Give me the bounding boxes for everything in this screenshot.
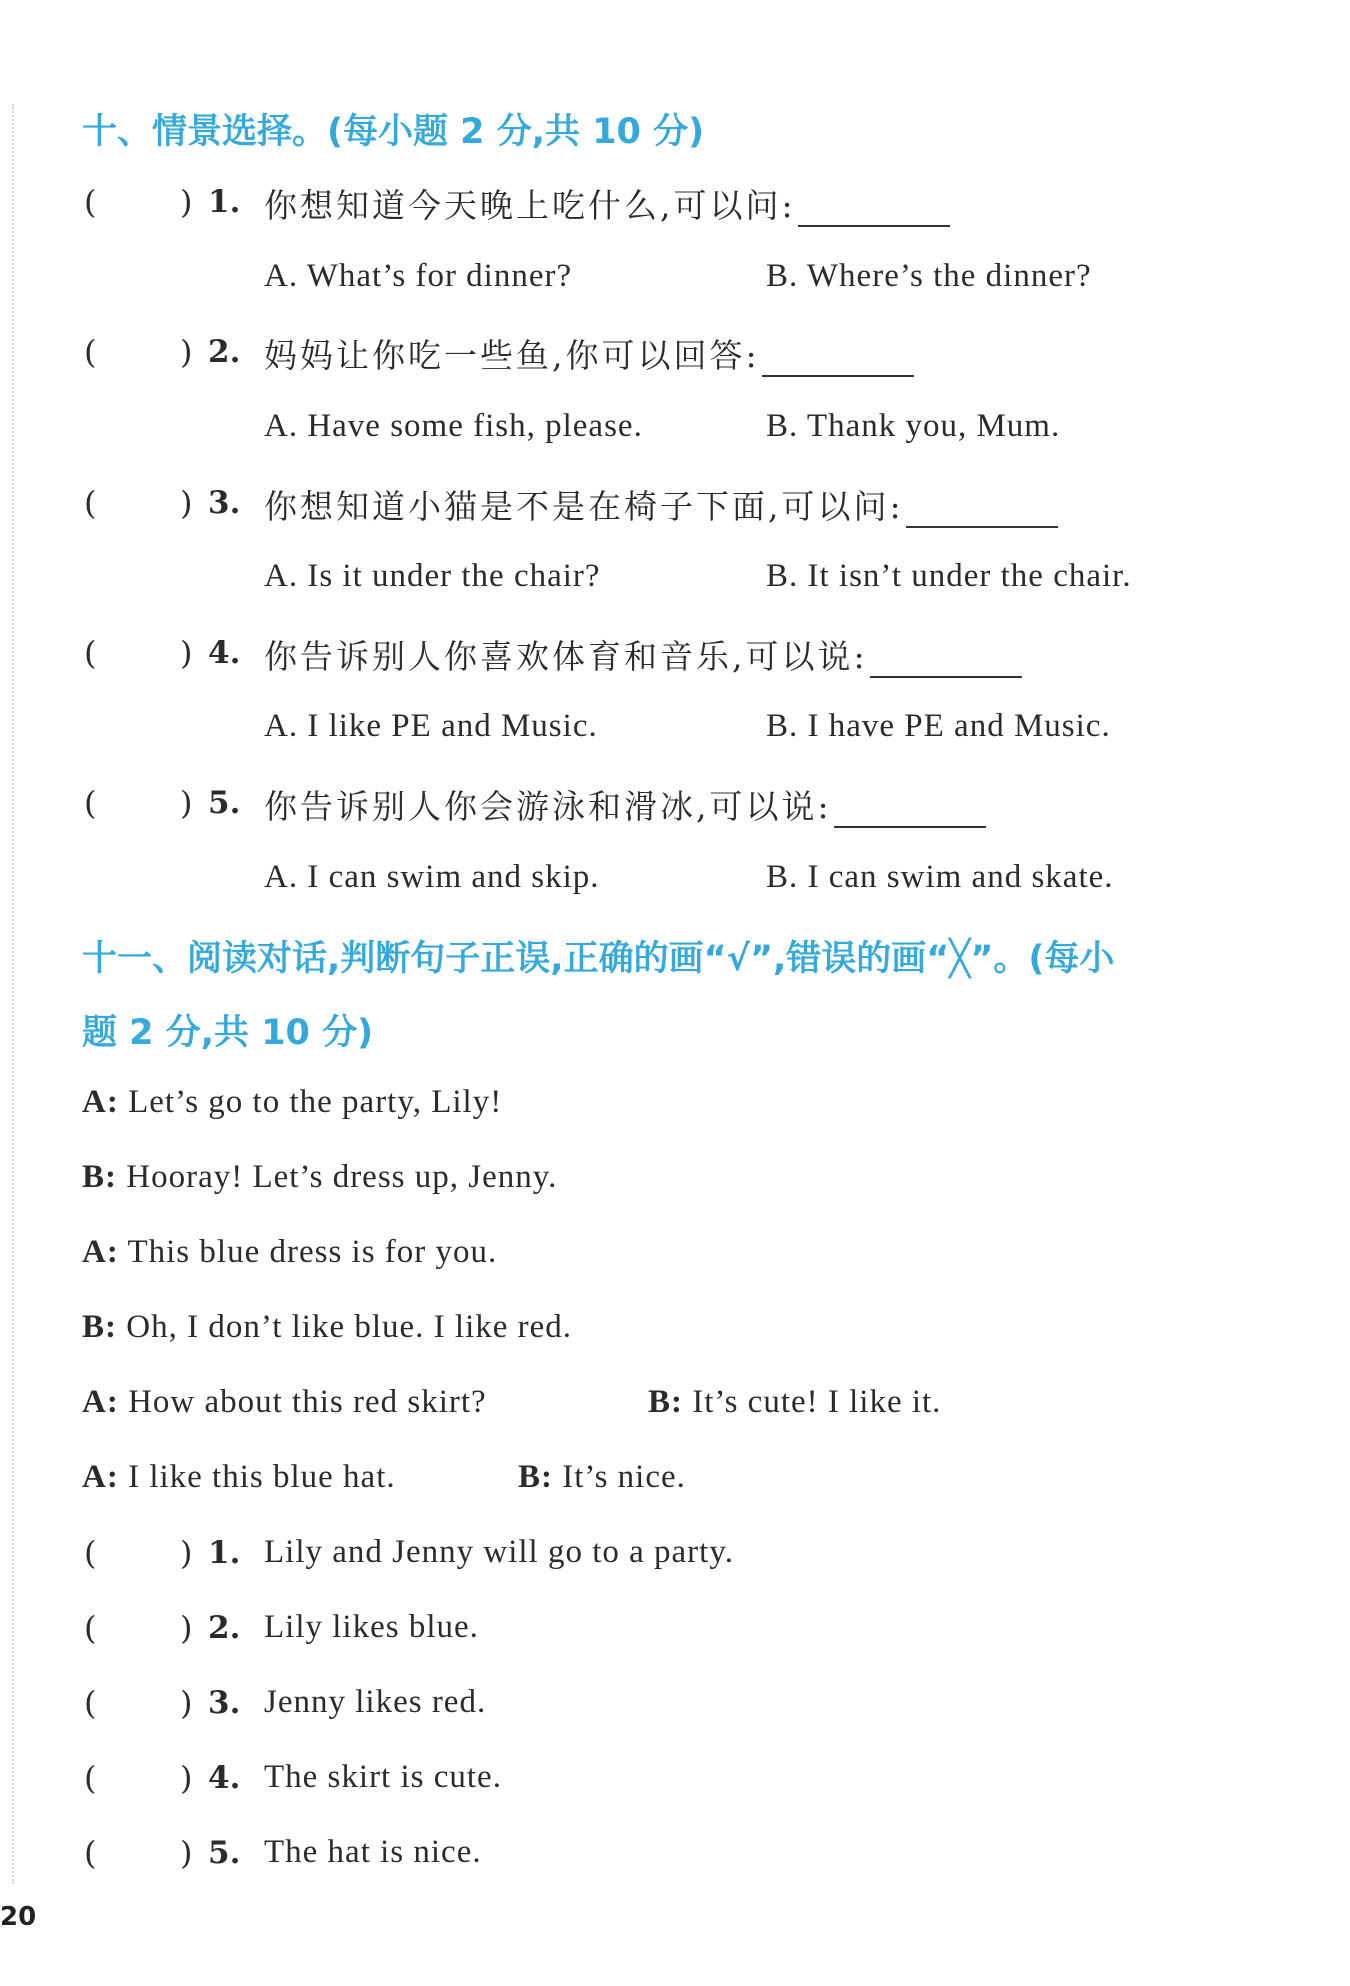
- answer-blank[interactable]: [798, 191, 950, 227]
- dialogue-text: Let’s go to the party, Lily!: [128, 1084, 503, 1120]
- answer-paren-open[interactable]: (: [84, 1759, 97, 1797]
- option-b: B. Where’s the dinner?: [766, 258, 1092, 294]
- dialogue-text: How about this red skirt?: [128, 1384, 487, 1420]
- question-prompt: 妈妈让你吃一些鱼,你可以回答:: [264, 330, 914, 377]
- question-prompt: 你想知道今天晚上吃什么,可以问:: [264, 180, 950, 227]
- speaker-label: B:: [82, 1309, 117, 1345]
- statement-text: Lily likes blue.: [264, 1609, 479, 1645]
- dialogue-line: [518, 1459, 686, 1496]
- option-b: B. I can swim and skate.: [766, 859, 1114, 895]
- statement-number: 4.: [208, 1760, 241, 1796]
- answer-paren-close: ): [180, 333, 193, 371]
- section-10-heading: 十、情景选择。(每小题 2 分,共 10 分): [82, 112, 705, 152]
- question-prompt: 你告诉别人你会游泳和滑冰,可以说:: [264, 781, 986, 828]
- answer-paren-open[interactable]: (: [84, 183, 97, 221]
- dialogue-line: [82, 1459, 396, 1496]
- option-a: A. Is it under the chair?: [264, 558, 601, 594]
- answer-paren-close: ): [180, 1834, 193, 1872]
- answer-paren-close: ): [180, 484, 193, 522]
- speaker-label: A:: [82, 1384, 119, 1420]
- answer-paren-close: ): [180, 784, 193, 822]
- dialogue-line: [82, 1084, 502, 1121]
- statement-number: 2.: [208, 1610, 241, 1646]
- question-prompt: 你告诉别人你喜欢体育和音乐,可以说:: [264, 631, 1022, 678]
- dialogue-text: Oh, I don’t like blue. I like red.: [126, 1309, 573, 1345]
- answer-blank[interactable]: [834, 792, 986, 828]
- answer-paren-close: ): [180, 183, 193, 221]
- speaker-label: A:: [82, 1084, 119, 1120]
- question-number: 4.: [208, 635, 241, 671]
- statement-number: 5.: [208, 1835, 241, 1871]
- dialogue-line: [82, 1159, 557, 1196]
- answer-paren-close: ): [180, 1534, 193, 1572]
- dialogue-line: [648, 1384, 941, 1421]
- answer-paren-close: ): [180, 1609, 193, 1647]
- dialogue-text: This blue dress is for you.: [127, 1234, 498, 1270]
- answer-paren-open[interactable]: (: [84, 1534, 97, 1572]
- speaker-label: A:: [82, 1459, 119, 1495]
- speaker-label: B:: [518, 1459, 553, 1495]
- answer-paren-open[interactable]: (: [84, 634, 97, 672]
- answer-paren-open[interactable]: (: [84, 784, 97, 822]
- question-number: 5.: [208, 785, 241, 821]
- option-a: A. What’s for dinner?: [264, 258, 573, 294]
- dialogue-text: I like this blue hat.: [128, 1459, 396, 1495]
- statement-text: The skirt is cute.: [264, 1759, 502, 1795]
- statement-number: 3.: [208, 1685, 241, 1721]
- question-number: 1.: [208, 184, 241, 220]
- answer-blank[interactable]: [762, 341, 914, 377]
- dialogue-text: It’s nice.: [562, 1459, 686, 1495]
- answer-paren-open[interactable]: (: [84, 1609, 97, 1647]
- option-a: A. I can swim and skip.: [264, 859, 600, 895]
- option-b: B. I have PE and Music.: [766, 708, 1111, 744]
- statement-text: The hat is nice.: [264, 1834, 482, 1870]
- question-prompt: 你想知道小猫是不是在椅子下面,可以问:: [264, 481, 1058, 528]
- speaker-label: A:: [82, 1234, 119, 1270]
- answer-paren-open[interactable]: (: [84, 1834, 97, 1872]
- dialogue-line: [82, 1309, 572, 1346]
- margin-dotted-line: [12, 104, 14, 1884]
- question-number: 3.: [208, 485, 241, 521]
- speaker-label: B:: [648, 1384, 683, 1420]
- dialogue-text: Hooray! Let’s dress up, Jenny.: [126, 1159, 558, 1195]
- answer-paren-close: ): [180, 1759, 193, 1797]
- statement-number: 1.: [208, 1535, 241, 1571]
- section-11-heading-line-1: 十一、阅读对话,判断句子正误,正确的画“√”,错误的画“╳”。(每小: [82, 939, 1115, 979]
- answer-paren-open[interactable]: (: [84, 1684, 97, 1722]
- dialogue-line: [82, 1234, 497, 1271]
- speaker-label: B:: [82, 1159, 117, 1195]
- section-11-heading-line-2: 题 2 分,共 10 分): [82, 1013, 374, 1053]
- dialogue-line: [82, 1384, 487, 1421]
- option-a: A. Have some fish, please.: [264, 408, 643, 444]
- dialogue-text: It’s cute! I like it.: [692, 1384, 942, 1420]
- option-b: B. Thank you, Mum.: [766, 408, 1061, 444]
- answer-blank[interactable]: [870, 642, 1022, 678]
- option-a: A. I like PE and Music.: [264, 708, 598, 744]
- answer-paren-close: ): [180, 634, 193, 672]
- answer-paren-close: ): [180, 1684, 193, 1722]
- option-b: B. It isn’t under the chair.: [766, 558, 1132, 594]
- statement-text: Jenny likes red.: [264, 1684, 487, 1720]
- answer-paren-open[interactable]: (: [84, 484, 97, 522]
- page-number: 20: [0, 1902, 37, 1932]
- statement-text: Lily and Jenny will go to a party.: [264, 1534, 734, 1570]
- answer-blank[interactable]: [906, 492, 1058, 528]
- question-number: 2.: [208, 334, 241, 370]
- answer-paren-open[interactable]: (: [84, 333, 97, 371]
